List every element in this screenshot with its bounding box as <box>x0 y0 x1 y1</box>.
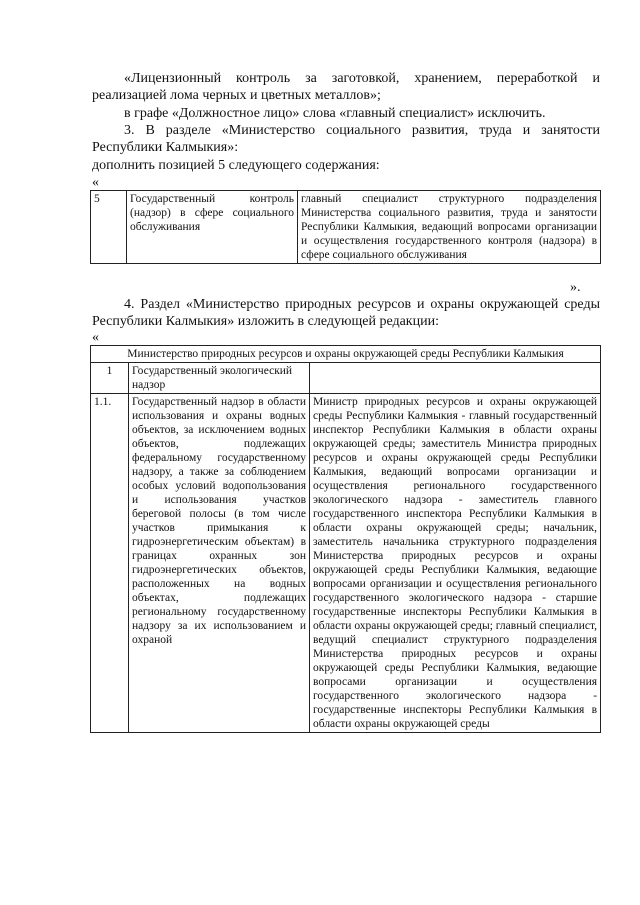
paragraph-add-position: дополнить позицией 5 следующего содержания: <box>92 158 380 173</box>
supervision-description: Государственный надзор в области использования и охраны водных объектов, за исключением водных объектов, подлежащих федеральному государственному надзору, а также за соблюдением особых условий водопользования и использования участков береговой полосы (в том числе участков примыкания к гидроэнергетическим объектам) в границах охранных зон гидроэнергетических объектов, расположенных на водных объектах, подлежащих региональному государственному надзору за их использованием и охраной <box>129 394 310 733</box>
close-quote-1: ». <box>570 280 581 295</box>
paragraph-licensing-control: «Лицензионный контроль за заготовкой, хранением, переработкой и реализацией лома черных и цветных металлов»; <box>92 71 600 103</box>
open-quote-1: « <box>92 175 99 190</box>
social-development-table <box>90 190 601 264</box>
ministry-header: Министерство природных ресурсов и охраны окружающей среды Республики Калмыкия <box>91 346 601 363</box>
official-position: главный специалист структурного подразделения Министерства социального развития, труда и занятости Республики Калмыкия, ведающий вопросами организации и осуществления государственного контроля (надзора) в сфере социального обслуживания <box>298 191 601 264</box>
position-number: 5 <box>91 191 127 264</box>
paragraph-section-4: 4. Раздел «Министерство природных ресурсов и охраны окружающей среды Республики Калмыкия» изложить в следующей редакции: <box>92 297 600 329</box>
official-positions: Министр природных ресурсов и охраны окружающей среды Республики Калмыкия - главный государственный инспектор Республики Калмыкия в области охраны окружающей среды; заместитель Министра природных ресурсов и охраны окружающей среды Республики Калмыкия, ведающий вопросами организации и осуществления регионального государственного экологического надзора - заместитель главного государственного инспектора Республики Калмыкия в области охраны окружающей среды; начальник, заместитель начальника структурного подразделения Министерства природных ресурсов и охраны окружающей среды Республики Калмыкия, ведающие вопросами организации и осуществления регионального государственного экологического надзора - старшие государственные инспекторы Республики Калмыкия в области охраны окружающей среды; главный специалист, ведущий специалист структурного подразделения Министерства природных ресурсов и охраны окружающей среды Республики Калмыкия, ведающие вопросами организации и осуществления государственного экологического надзора - государственные инспекторы Республики Калмыкия в области охраны окружающей среды <box>310 394 601 733</box>
open-quote-2: « <box>92 330 99 345</box>
paragraph-section-3: 3. В разделе «Министерство социального развития, труда и занятости Республики Калмыкия»: <box>92 123 600 155</box>
row-number: 1.1. <box>91 394 129 733</box>
natural-resources-table <box>90 345 601 733</box>
control-type: Государственный контроль (надзор) в сфере социального обслуживания <box>127 191 298 264</box>
table-header-row <box>91 346 601 363</box>
empty-cell <box>310 363 601 394</box>
table-row <box>91 363 601 394</box>
table-row <box>91 191 601 264</box>
row-number: 1 <box>91 363 129 394</box>
supervision-category: Государственный экологический надзор <box>129 363 310 394</box>
table-row <box>91 394 601 733</box>
paragraph-exclude-specialist: в графе «Должностное лицо» слова «главный специалист» исключить. <box>124 106 546 121</box>
